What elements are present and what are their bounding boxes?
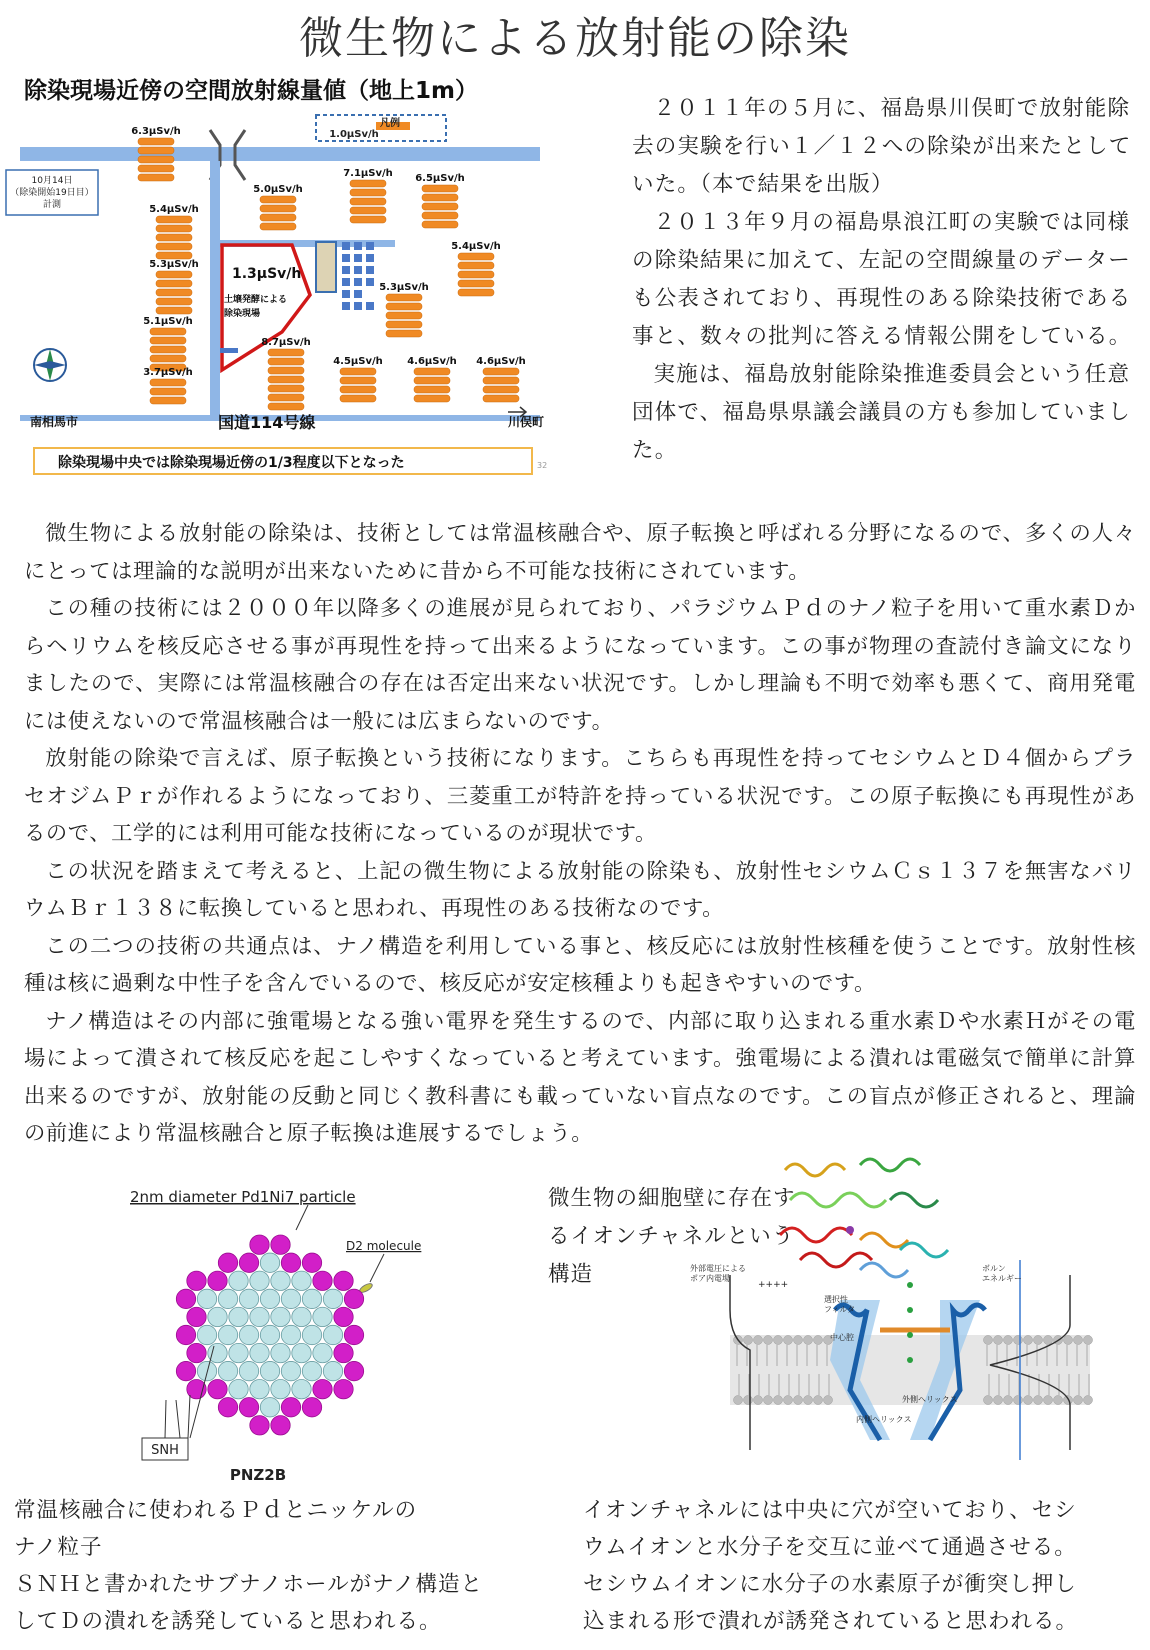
reading-stack	[379, 282, 429, 337]
ni-atom	[176, 1361, 195, 1380]
intro-paragraph: ２０１１年の５月に、福島県川俣町で放射能除去の実験を行い１／１２への除染が出来たとしていた。（本で結果を出版）	[632, 96, 1132, 197]
pd-atom	[313, 1343, 332, 1362]
reading-value: 4.5μSv/h	[333, 356, 383, 367]
road-name: 国道114号線	[218, 413, 316, 432]
reading-value: 4.6μSv/h	[476, 356, 526, 367]
figure-code: PNZ2B	[229, 1466, 287, 1484]
pd-atom	[208, 1307, 227, 1326]
ni-atom	[344, 1289, 363, 1308]
place-left: 南相馬市	[30, 415, 79, 429]
pd-atom	[197, 1325, 216, 1344]
particle-atoms	[176, 1235, 363, 1435]
pd-atom	[229, 1271, 248, 1290]
protein-structure	[780, 1159, 948, 1277]
pd-atom	[250, 1343, 269, 1362]
channel-caption	[583, 1492, 1143, 1640]
pd-atom	[218, 1289, 237, 1308]
pd-atom	[197, 1289, 216, 1308]
outer-helix-label: 外側ヘリックス	[902, 1395, 958, 1404]
pd-atom	[250, 1271, 269, 1290]
ni-atom	[334, 1379, 353, 1398]
pd-atom	[292, 1379, 311, 1398]
legend-value: 1.0μSv/h	[329, 129, 379, 140]
channel-left-label-2: ポア内電場	[690, 1274, 730, 1283]
pd-atom	[218, 1325, 237, 1344]
pd-atom	[239, 1289, 258, 1308]
ni-atom	[208, 1379, 227, 1398]
body-paragraph: この二つの技術の共通点は、ナノ構造を利用している事と、核反応には放射性核種を使うことです。放射性核種は核に過剰な中性子を含んでいるので、核反応が安定核種よりも起きやすいのです。	[24, 933, 1136, 996]
reading-stack	[333, 356, 383, 402]
pd-atom	[229, 1343, 248, 1362]
pd-atom	[260, 1289, 279, 1308]
reading-stack	[415, 173, 465, 228]
ni-atom	[250, 1416, 269, 1435]
page-title: 微生物による放射能の除染	[299, 13, 851, 64]
intro-paragraph: 実施は、福島放射能除染推進委員会という任意団体で、福島県県議会議員の方も参加していました。	[632, 362, 1131, 463]
caption-line: ＳＮＨと書かれたサブナノホールがナノ構造と	[14, 1572, 484, 1597]
legend-label: 凡例	[380, 118, 400, 129]
ion-channel-figure	[690, 1150, 1140, 1490]
ni-atom	[239, 1253, 258, 1272]
date-note-2: （除染開始19日目）	[10, 188, 94, 198]
center-reading: 1.3μSv/h	[232, 266, 302, 282]
ni-atom	[271, 1416, 290, 1435]
ni-atom	[281, 1253, 300, 1272]
ni-atom	[239, 1398, 258, 1417]
reading-value: 5.4μSv/h	[149, 204, 199, 215]
snh-label: SNH	[151, 1443, 179, 1458]
reading-stack	[343, 168, 393, 223]
reading-stack	[149, 204, 199, 259]
energy-label-1: ボルン	[982, 1264, 1006, 1273]
pd-atom	[281, 1289, 300, 1308]
ni-atom	[250, 1235, 269, 1254]
pd-atom	[229, 1307, 248, 1326]
ni-atom	[313, 1271, 332, 1290]
reading-stack	[131, 126, 181, 181]
reading-value: 5.4μSv/h	[451, 241, 501, 252]
nanoparticle-caption	[14, 1492, 554, 1640]
reading-value: 7.1μSv/h	[343, 168, 393, 179]
inner-helix-label: 内側ヘリックス	[856, 1415, 912, 1424]
pd-atom	[292, 1307, 311, 1326]
reading-value: 3.7μSv/h	[143, 367, 193, 378]
reading-stack	[261, 337, 311, 410]
particle-label: 2nm diameter Pd1Ni7 particle	[130, 1188, 356, 1206]
ni-atom	[344, 1325, 363, 1344]
pd-atom	[302, 1289, 321, 1308]
pd-atom	[229, 1379, 248, 1398]
ni-atom	[302, 1398, 321, 1417]
ni-atom	[302, 1253, 321, 1272]
pd-atom	[260, 1253, 279, 1272]
reading-value: 5.3μSv/h	[379, 282, 429, 293]
reading-value: 6.3μSv/h	[131, 126, 181, 137]
pd-atom	[271, 1379, 290, 1398]
pd-atom	[271, 1343, 290, 1362]
reading-value: 4.6μSv/h	[407, 356, 457, 367]
ni-atom	[334, 1271, 353, 1290]
ni-atom	[187, 1307, 206, 1326]
reading-stack	[253, 184, 303, 230]
ni-atom	[313, 1379, 332, 1398]
pd-atom	[292, 1271, 311, 1290]
pd-atom	[302, 1325, 321, 1344]
date-note-1: 10月14日	[31, 176, 73, 186]
intro-paragraph: ２０１３年９月の福島県浪江町の実験では同様の除染結果に加えて、左記の空間線量のデーターも公表されており、再現性のある除染技術である事と、数々の批判に答える情報公開をしている。	[632, 210, 1132, 349]
pd-atom	[239, 1361, 258, 1380]
pd-atom	[323, 1361, 342, 1380]
ni-atom	[176, 1289, 195, 1308]
pd-atom	[323, 1289, 342, 1308]
pd-atom	[281, 1361, 300, 1380]
place-right: 川俣町	[508, 415, 545, 429]
body-paragraph: 放射能の除染で言えば、原子転換という技術になります。こちらも再現性を持ってセシウムとＤ４個からプラセオジムＰｒが作れるようになっており、三菱重工が特許を持っている状況です。この原子転換にも再現性があるので、工学的には利用可能な技術になっているのが現状です。	[24, 746, 1136, 846]
map-page-number: 32	[537, 461, 548, 470]
body-paragraph: 微生物による放射能の除染は、技術としては常温核融合や、原子転換と呼ばれる分野になるので、多くの人々にとっては理論的な説明が出来ないために昔から不可能な技術にされています。	[24, 521, 1136, 584]
reading-value: 6.5μSv/h	[415, 173, 465, 184]
ni-atom	[218, 1398, 237, 1417]
ni-atom	[344, 1361, 363, 1380]
caption-line: ナノ粒子	[14, 1535, 103, 1560]
plus-signs: ++++	[758, 1280, 789, 1290]
intro-text	[632, 90, 1132, 470]
map-heading: 除染現場近傍の空間放射線量値（地上1m）	[24, 78, 478, 104]
reading-stack	[143, 316, 193, 371]
body-paragraph: この状況を踏まえて考えると、上記の微生物による放射能の除染も、放射性セシウムＣｓ１３７を無害なバリウムＢｒ１３８に転換していると思われ、再現性のある技術なのです。	[24, 858, 1136, 921]
body-text	[24, 515, 1136, 1153]
date-note-3: 計測	[42, 200, 62, 210]
pd-atom	[292, 1343, 311, 1362]
body-paragraph: この種の技術には２０００年以降多くの進展が見られており、パラジウムＰｄのナノ粒子を用いて重水素Ｄからヘリウムを核反応させる事が再現性を持って出来るようになっています。この事が物理の査読付き論文になりましたので、実際には常温核融合の存在は否定出来ない状況です。しかし理論も不明で効率も悪くて、商用発電には使えないので常温核融合は一般には広まらないのです。	[24, 596, 1136, 734]
pd-atom	[260, 1398, 279, 1417]
reading-stack	[476, 356, 526, 402]
pd-atom	[271, 1307, 290, 1326]
center-cavity-label: 中心腔	[830, 1333, 854, 1342]
pd-atom	[250, 1379, 269, 1398]
pd-atom	[218, 1361, 237, 1380]
caption-line: 常温核融合に使われるＰｄとニッケルの	[14, 1498, 418, 1523]
ni-atom	[176, 1325, 195, 1344]
body-paragraph: ナノ構造はその内部に強電場となる強い電界を発生するので、内部に取り込まれる重水素Ｄや水素Ｈがその電場によって潰されて核反応を起こしやすくなっていると考えています。強電場による潰れは電磁気で簡単に計算出来るのですが、放射能の反動と同じく教科書にも載っていない盲点なのです。この盲点が修正されると、理論の前進により常温核融合と原子転換は進展するでしょう。	[24, 1008, 1136, 1146]
nanoparticle-figure	[120, 1180, 450, 1484]
reading-value: 8.7μSv/h	[261, 337, 311, 348]
reading-stack	[407, 356, 457, 402]
caption-line: してＤの潰れを誘発していると思われる。	[14, 1609, 442, 1634]
site-label-1: 土壌発酵による	[224, 295, 288, 305]
channel-note: 微生物の細胞壁に存在するイオンチャネルという構造	[548, 1186, 796, 1287]
ni-atom	[218, 1253, 237, 1272]
reading-stack	[451, 241, 501, 296]
ni-atom	[334, 1343, 353, 1362]
filter-label-1: 選択性	[824, 1295, 848, 1304]
caption-line: ウムイオンと水分子を交互に並べて通過させる。	[583, 1535, 1077, 1560]
ni-atom	[271, 1235, 290, 1254]
pd-atom	[250, 1307, 269, 1326]
reading-stack	[143, 367, 193, 404]
building-grid	[342, 242, 374, 310]
reading-value: 5.3μSv/h	[149, 259, 199, 270]
site-label-2: 除染現場	[224, 309, 261, 319]
radiation-map-figure	[10, 70, 590, 500]
caption-line: セシウムイオンに水分子の水素原子が衝突し押し	[583, 1572, 1077, 1597]
molecule-label: D2 molecule	[346, 1239, 422, 1253]
reading-value: 5.1μSv/h	[143, 316, 193, 327]
filter-label-2: フィルタ	[824, 1305, 856, 1314]
caption-line: イオンチャネルには中央に穴が空いており、セシ	[583, 1498, 1077, 1523]
pd-atom	[239, 1325, 258, 1344]
pd-atom	[281, 1325, 300, 1344]
ni-atom	[208, 1271, 227, 1290]
reading-stack	[149, 259, 199, 314]
pd-atom	[260, 1325, 279, 1344]
ni-atom	[187, 1343, 206, 1362]
pd-atom	[260, 1361, 279, 1380]
pd-atom	[323, 1325, 342, 1344]
ni-atom	[334, 1307, 353, 1326]
pd-atom	[271, 1271, 290, 1290]
reading-value: 5.0μSv/h	[253, 184, 303, 195]
caption-line: 込まれる形で潰れが誘発されていると思われる。	[583, 1609, 1079, 1634]
pd-atom	[313, 1307, 332, 1326]
ni-atom	[281, 1398, 300, 1417]
channel-left-label-1: 外部電圧による	[690, 1264, 746, 1273]
ni-atom	[187, 1271, 206, 1290]
map-conclusion: 除染現場中央では除染現場近傍の1/3程度以下となった	[58, 455, 405, 471]
energy-label-2: エネルギー	[982, 1274, 1022, 1283]
pd-atom	[302, 1361, 321, 1380]
